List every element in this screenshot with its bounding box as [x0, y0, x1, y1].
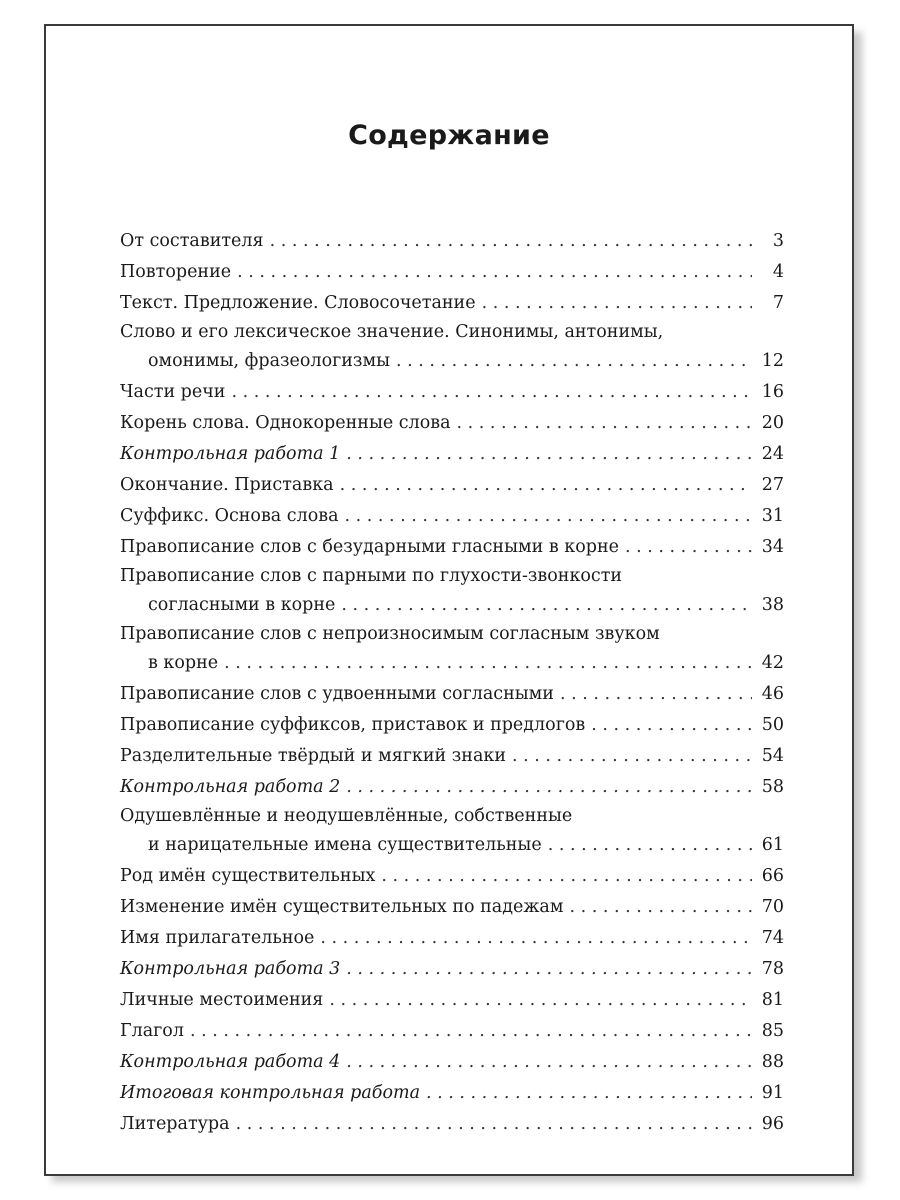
toc-entry — [120, 679, 784, 710]
toc-entry — [120, 1109, 784, 1140]
toc-row — [120, 741, 784, 772]
toc-entry-label: От составителя — [120, 231, 264, 251]
toc-entry-label: Итоговая контрольная работа — [120, 1083, 421, 1103]
toc-entry — [120, 803, 784, 861]
toc-entry — [120, 532, 784, 563]
toc-row — [120, 710, 784, 741]
toc-entry — [120, 408, 784, 439]
toc-entry — [120, 985, 784, 1016]
dot-leader — [236, 1109, 752, 1140]
dot-leader — [224, 648, 752, 679]
toc-entry-label: Имя прилагательное — [120, 928, 315, 948]
toc-page-number: 66 — [761, 866, 784, 886]
toc-page-number: 31 — [761, 506, 784, 526]
toc-page-number: 20 — [761, 413, 784, 433]
toc-entry-label: Разделительные твёрдый и мягкий знаки — [120, 746, 506, 766]
document-page — [44, 24, 854, 1176]
toc-row — [120, 408, 784, 439]
toc-row — [120, 1047, 784, 1078]
toc-page-number: 54 — [761, 746, 784, 766]
toc-entry-label: омонимы, фразеологизмы — [148, 351, 391, 371]
toc-entry-label: Правописание слов с безударными гласными в корне — [120, 537, 619, 557]
toc-entry-label: Правописание суффиксов, приставок и предлогов — [120, 715, 586, 735]
toc-row — [120, 1016, 784, 1047]
toc-entry-label: Текст. Предложение. Словосочетание — [120, 293, 476, 313]
toc-entry — [120, 772, 784, 803]
dot-leader — [346, 772, 752, 803]
toc-row — [120, 923, 784, 954]
toc-entry-label: Повторение — [120, 262, 232, 282]
toc-page-number: 61 — [761, 835, 784, 855]
dot-leader — [340, 470, 752, 501]
dot-leader — [190, 1016, 752, 1047]
toc-entry-label: Личные местоимения — [120, 990, 324, 1010]
toc-entry-label: Литература — [120, 1114, 230, 1134]
toc-page-number: 91 — [761, 1083, 784, 1103]
toc-entry — [120, 1047, 784, 1078]
toc-page-number: 16 — [761, 382, 784, 402]
toc-row — [120, 532, 784, 563]
dot-leader — [231, 377, 752, 408]
dot-leader — [270, 226, 752, 257]
dot-leader — [381, 861, 752, 892]
toc-entry-title-line: Правописание слов с непроизносимым согласным звуком — [120, 624, 660, 644]
toc-entry — [120, 470, 784, 501]
toc-entry — [120, 319, 784, 377]
toc-row — [120, 590, 784, 621]
toc-entry-label: согласными в корне — [148, 595, 336, 615]
toc-entry-label: Правописание слов с удвоенными согласными — [120, 684, 554, 704]
toc-page-number: 4 — [772, 262, 784, 282]
dot-leader — [569, 892, 752, 923]
toc-entry — [120, 741, 784, 772]
toc-page-number: 24 — [761, 444, 784, 464]
toc-page-number: 74 — [761, 928, 784, 948]
toc-entry — [120, 1078, 784, 1109]
toc-row — [120, 377, 784, 408]
toc-page-number: 78 — [761, 959, 784, 979]
toc-entry-label: Изменение имён существительных по падежам — [120, 897, 564, 917]
toc-entry — [120, 226, 784, 257]
dot-leader — [482, 288, 752, 319]
toc-entry-label: Контрольная работа 3 — [120, 959, 341, 979]
toc-entry-label: Контрольная работа 2 — [120, 777, 341, 797]
toc-entry — [120, 710, 784, 741]
toc-entry-label: Контрольная работа 1 — [120, 444, 341, 464]
dot-leader — [329, 985, 752, 1016]
toc-page-number: 27 — [761, 475, 784, 495]
toc-entry — [120, 923, 784, 954]
toc-entry — [120, 563, 784, 621]
dot-leader — [396, 346, 752, 377]
toc-row — [120, 830, 784, 861]
dot-leader — [345, 501, 752, 532]
toc-entry — [120, 257, 784, 288]
toc-page-number: 7 — [772, 293, 784, 313]
toc-entry — [120, 1016, 784, 1047]
dot-leader — [346, 954, 752, 985]
toc-row — [120, 288, 784, 319]
toc-row — [120, 892, 784, 923]
toc-row — [120, 470, 784, 501]
dot-leader — [457, 408, 752, 439]
toc-row — [120, 439, 784, 470]
dot-leader — [512, 741, 752, 772]
toc-page-number: 12 — [761, 351, 784, 371]
toc-row — [120, 1078, 784, 1109]
dot-leader — [341, 590, 752, 621]
toc-page-number: 96 — [761, 1114, 784, 1134]
toc-entry-label: Окончание. Приставка — [120, 475, 334, 495]
page-title: Содержание — [348, 120, 550, 151]
toc-row — [120, 346, 784, 377]
toc-page-number: 58 — [761, 777, 784, 797]
toc-entry — [120, 439, 784, 470]
dot-leader — [346, 439, 752, 470]
toc-entry-label: Род имён существительных — [120, 866, 376, 886]
dot-leader — [237, 257, 752, 288]
toc-entry — [120, 377, 784, 408]
toc-entry-label: Корень слова. Однокоренные слова — [120, 413, 451, 433]
toc-row — [120, 1109, 784, 1140]
toc-entry-label: Суффикс. Основа слова — [120, 506, 339, 526]
table-of-contents — [120, 226, 784, 1140]
toc-page-number: 70 — [761, 897, 784, 917]
toc-entry-title-line: Одушевлённые и неодушевлённые, собственные — [120, 806, 573, 826]
toc-row — [120, 679, 784, 710]
toc-entry-label: Части речи — [120, 382, 226, 402]
toc-entry — [120, 892, 784, 923]
toc-page-number: 3 — [772, 231, 784, 251]
toc-row — [120, 648, 784, 679]
toc-page-number: 81 — [761, 990, 784, 1010]
toc-entry — [120, 501, 784, 532]
dot-leader — [320, 923, 752, 954]
toc-row — [120, 861, 784, 892]
toc-entry — [120, 954, 784, 985]
toc-page-number: 38 — [761, 595, 784, 615]
toc-page-number: 50 — [761, 715, 784, 735]
toc-entry-label: Глагол — [120, 1021, 184, 1041]
toc-entry-label: Контрольная работа 4 — [120, 1052, 341, 1072]
toc-row — [120, 772, 784, 803]
toc-page-number: 34 — [761, 537, 784, 557]
dot-leader — [591, 710, 752, 741]
toc-entry-title-line: Правописание слов с парными по глухости-звонкости — [120, 566, 623, 586]
dot-leader — [560, 679, 752, 710]
dot-leader — [548, 830, 752, 861]
toc-entry — [120, 288, 784, 319]
dot-leader — [346, 1047, 752, 1078]
toc-row — [120, 226, 784, 257]
toc-entry — [120, 621, 784, 679]
toc-row — [120, 501, 784, 532]
toc-entry — [120, 861, 784, 892]
toc-entry-title-line: Слово и его лексическое значение. Синонимы, антонимы, — [120, 322, 664, 342]
toc-page-number: 88 — [761, 1052, 784, 1072]
toc-entry-label: и нарицательные имена существительные — [148, 835, 542, 855]
dot-leader — [625, 532, 752, 563]
toc-page-number: 42 — [761, 653, 784, 673]
toc-row — [120, 985, 784, 1016]
toc-row — [120, 257, 784, 288]
dot-leader — [426, 1078, 752, 1109]
toc-entry-label: в корне — [148, 653, 219, 673]
toc-row — [120, 954, 784, 985]
toc-page-number: 85 — [761, 1021, 784, 1041]
toc-page-number: 46 — [761, 684, 784, 704]
